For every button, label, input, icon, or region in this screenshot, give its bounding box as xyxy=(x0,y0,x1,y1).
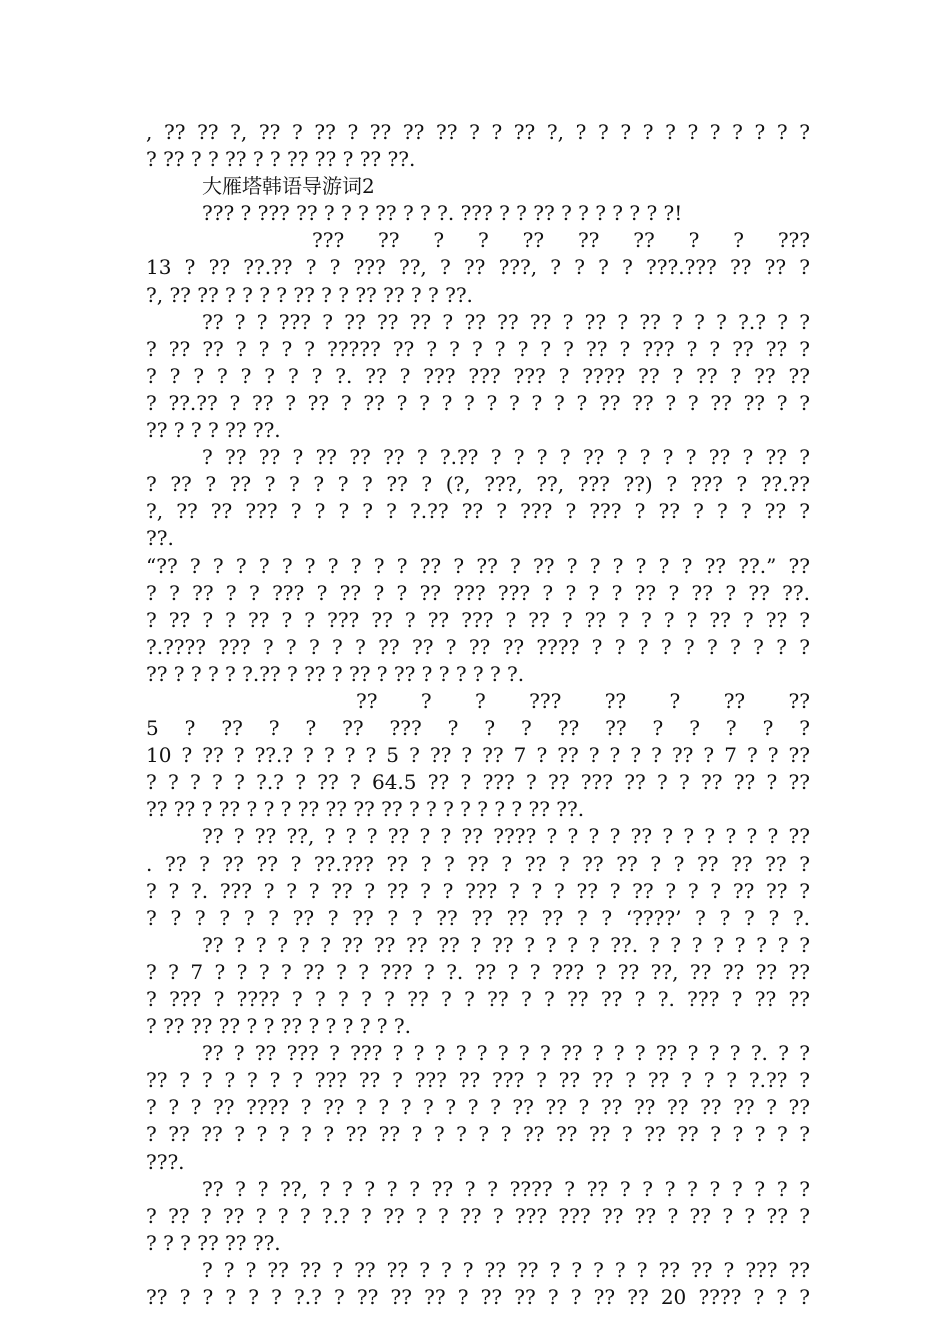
text-line: ??. xyxy=(146,526,174,551)
text-line: 10 ? ?? ? ??.? ? ? ? ? 5 ? ?? ? ?? 7 ? ?? ? ? ? ? ?? ? 7 ? ? ?? xyxy=(146,743,810,768)
text-line: ???. xyxy=(146,1149,185,1174)
text-line: ?? ? ? ? ? ?.?? ? ?? ? ?? ? ?? ? ? ? ? ? ?. xyxy=(146,661,525,686)
text-line: ??? ? ??? ?? ? ? ? ?? ? ? ?. ??? ? ? ?? ? ? ? ? ? ? ?! xyxy=(202,201,683,226)
section-heading: 大雁塔韩语导游词2 xyxy=(202,174,375,199)
text-line: ?? ? ? ? ?? ??. xyxy=(146,418,281,443)
text-line: ? ?? ?? ? ? ? ? ????? ?? ? ? ? ? ? ? ? ?? ? ??? ? ? ?? ?? ? xyxy=(146,336,810,361)
text-line: “?? ? ? ? ? ? ? ? ? ? ? ?? ? ?? ? ?? ? ? ? ? ? ? ?? ??.” ?? xyxy=(146,553,810,578)
text-line: ? ?? ? ? ?? ? ? ?? ?? ? ?? ??. xyxy=(146,147,416,172)
text-line: ?? ? ? ? ? ? ?.? ? ?? ?? ?? ? ?? ?? ? ? ?? ?? 20 ???? ? ? ? xyxy=(146,1285,810,1310)
document-body xyxy=(146,119,810,1311)
text-line: ?? ? ? ? ? ? ?? ?? ?? ?? ? ?? ? ? ? ? ??. ? ? ? ? ? ? ? ? xyxy=(202,932,810,957)
text-line: ? ?? ?? ? ? ? ? ? ?? ?? ? ? ? ? ? ?? ?? ?? ? ?? ?? ? ? ? ? ? xyxy=(146,1122,810,1147)
text-line: ?? ? ?? ??, ? ? ? ?? ? ? ?? ???? ? ? ? ? ?? ? ? ? ? ? ? ?? xyxy=(202,824,810,849)
text-line: ?? ? ? ? ? ? ? ??? ?? ? ??? ?? ??? ? ?? ?? ? ?? ? ? ? ?.?? ? xyxy=(146,1068,810,1093)
text-line: ? ?? ?? ?? ? ? ?? ? ? ? ? ? ?. xyxy=(146,1014,411,1039)
text-line: ? ? ?. ??? ? ? ? ?? ? ?? ? ? ??? ? ? ? ?? ? ?? ? ? ? ?? ?? ? xyxy=(146,878,810,903)
text-line: ? ? ? ? ? ? ?? ? ?? ? ? ?? ?? ?? ?? ? ? ‘????’ ? ? ? ? ?. xyxy=(146,905,810,930)
text-line: . ?? ? ?? ?? ? ??.??? ?? ? ? ?? ? ?? ? ?? ?? ? ? ?? ?? ?? ? xyxy=(146,851,810,876)
text-line: ? ? ? ?? ?? ? ?? ?? ? ? ? ?? ?? ? ? ? ? ? ?? ?? ? ??? ?? xyxy=(202,1257,810,1282)
text-line: ? ??? ? ???? ? ? ? ? ? ?? ? ? ?? ? ? ?? ?? ? ?. ??? ? ?? ?? xyxy=(146,987,810,1011)
text-line: ? ? 7 ? ? ? ? ?? ? ? ??? ? ?. ?? ? ? ??? ? ?? ??, ?? ?? ?? ?? xyxy=(146,959,810,984)
text-line: ??? ?? ? ? ?? ?? ?? ? ? ??? xyxy=(312,228,810,253)
text-line: ? ?? ? ?? ? ? ? ? ? ?? ? (?, ???, ??, ??? ??) ? ??? ? ??.?? xyxy=(146,472,810,497)
text-line: ? ? ? ?? ???? ? ?? ? ? ? ? ? ? ? ?? ?? ? ?? ?? ?? ?? ?? ? ?? xyxy=(146,1095,810,1120)
text-line: , ?? ?? ?, ?? ? ?? ? ?? ?? ?? ? ? ?? ?, ? ? ? ? ? ? ? ? ? ? ? xyxy=(146,120,810,144)
text-line: ? ?? ? ?? ? ? ? ?.? ? ?? ? ? ?? ? ??? ??? ?? ?? ? ?? ? ? ?? ? xyxy=(146,1203,810,1228)
text-line: ?, ?? ?? ? ? ? ? ?? ? ? ?? ?? ? ? ??. xyxy=(146,282,473,307)
text-line: ?? ? ? ??? ? ?? ?? ?? ? ?? ?? ?? ? ?? ? ?? ? ? ? ?.? ? ? xyxy=(202,309,810,334)
text-line: ?.???? ??? ? ? ? ? ? ?? ?? ? ?? ?? ???? ? ? ? ? ? ? ? ? ? ? xyxy=(146,634,810,659)
text-line: ?? ?? ? ?? ? ? ? ?? ?? ?? ?? ? ? ? ? ? ? ? ?? ??. xyxy=(146,797,585,822)
text-line: ? ? ? ?? ?? ??. xyxy=(146,1230,281,1255)
text-line: ? ? ? ? ? ? ? ? ?. ?? ? ??? ??? ??? ? ???? ?? ? ?? ? ?? ?? xyxy=(146,363,810,388)
text-line: ? ?? ? ? ?? ? ? ??? ?? ? ?? ??? ? ?? ? ?? ? ? ? ? ?? ? ?? ? xyxy=(146,607,810,632)
text-line: ? ?? ?? ? ?? ?? ?? ? ?.?? ? ? ? ? ?? ? ? ? ? ?? ? ?? ? xyxy=(202,445,810,470)
text-line: 5 ? ?? ? ? ?? ??? ? ? ? ?? ?? ? ? ? ? ? xyxy=(146,716,810,741)
text-line: 13 ? ?? ??.?? ? ? ??? ??, ? ?? ???, ? ? ? ? ???.??? ?? ?? ? xyxy=(146,255,810,280)
text-line: ?? ? ? ??, ? ? ? ? ? ?? ? ? ???? ? ?? ? ? ? ? ? ? ? ? ? xyxy=(202,1176,810,1201)
text-line: ?? ? ? ??? ?? ? ?? ?? xyxy=(356,688,810,713)
text-line: ?? ? ?? ??? ? ??? ? ? ? ? ? ? ? ? ?? ? ? ? ?? ? ? ? ?. ? ? xyxy=(202,1041,810,1066)
text-line: ?, ?? ?? ??? ? ? ? ? ? ?.?? ?? ? ??? ? ??? ? ?? ? ? ? ?? ? xyxy=(146,499,810,524)
text-line: ? ? ?? ? ? ??? ? ?? ? ? ?? ??? ??? ? ? ? ? ?? ? ?? ? ?? ??. xyxy=(146,580,810,605)
text-line: ? ??.?? ? ?? ? ?? ? ?? ? ? ? ? ? ? ? ? ? ?? ?? ? ? ?? ?? ? ? xyxy=(146,390,810,415)
text-line: ? ? ? ? ? ?.? ? ?? ? 64.5 ?? ? ??? ? ?? ??? ?? ? ? ?? ?? ? ?? xyxy=(146,770,810,795)
